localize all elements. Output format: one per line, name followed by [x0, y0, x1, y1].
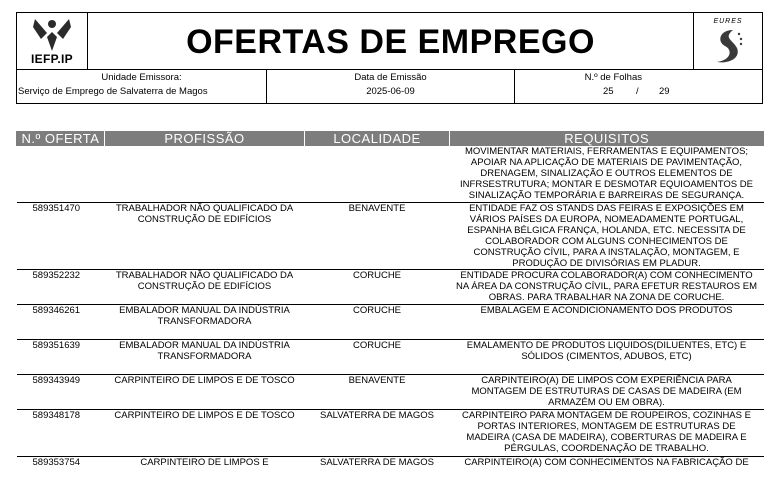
offer-number: 589343949 [17, 374, 105, 409]
table-row [17, 409, 764, 456]
eures-logo [693, 13, 762, 69]
location: BENAVENTE [305, 202, 450, 269]
document-meta [16, 69, 763, 104]
issue-date-value: 2025-06-09 [366, 86, 415, 97]
table-row [17, 146, 764, 202]
iefp-emblem-icon [31, 17, 73, 53]
document-header [16, 12, 763, 70]
issue-date-label: Data de Emissão [354, 72, 427, 83]
eures-emblem-icon [711, 28, 745, 66]
issuing-unit-value: Serviço de Emprego de Salvaterra de Magos [18, 86, 208, 97]
sheet-total: 29 [659, 86, 670, 97]
offer-number: 589352232 [17, 269, 105, 304]
requirements: CARPINTEIRO PARA MONTAGEM DE ROUPEIROS, COZINHAS E PORTAS INTERIORES, MONTAGEM DE ESTRUTURAS DE MADEIRA (CASA DE MADEIRA), COBERTURAS DE MADEIRA E PÉRGULAS, COORDENAÇÃO DE TRABALHO. [450, 409, 764, 456]
offer-number: 589351470 [17, 202, 105, 269]
requirements: EMBALAGEM E ACONDICIONAMENTO DOS PRODUTOS [450, 304, 764, 339]
offer-number: 589348178 [17, 409, 105, 456]
profession: CARPINTEIRO DE LIMPOS E DE TOSCO [105, 409, 305, 456]
eures-logo-text: EURES [713, 18, 743, 25]
sheet-count-cell [515, 70, 762, 103]
profession: TRABALHADOR NÃO QUALIFICADO DA CONSTRUÇÃO DE EDIFÍCIOS [105, 269, 305, 304]
requirements: CARPINTEIRO(A) DE LIMPOS COM EXPERIÊNCIA PARA MONTAGEM DE ESTRUTURAS DE CASAS DE MADEIRA (EM ARMAZÉM OU EM OBRA). [450, 374, 764, 409]
location: SALVATERRA DE MAGOS [305, 409, 450, 456]
offer-number: 589351639 [17, 339, 105, 374]
table-row [17, 269, 764, 304]
profession: EMBALADOR MANUAL DA INDÚSTRIA TRANSFORMADORA [105, 339, 305, 374]
iefp-logo-text: IEFP.IP [31, 52, 73, 66]
location: CORUCHE [305, 269, 450, 304]
requirements: ENTIDADE PROCURA COLABORADOR(A) COM CONHECIMENTO NA ÁREA DA CONSTRUÇÃO CÍVIL, PARA EFETUR RESTAUROS EM OBRAS. PARA TRABALHAR NA ZONA DE CORUCHE. [450, 269, 764, 304]
requirements: ENTIDADE FAZ OS STANDS DAS FEIRAS E EXPOSIÇÕES EM VÁRIOS PAÍSES DA EUROPA, NOMEADAMENTE PORTUGAL, ESPANHA BÉLGICA FRANÇA, HOLANDA, ETC. NECESSITA DE COLABORADOR COM ALGUNS CONHECIMENTOS DE CONSTRUÇÃO CÍVIL, PARA A INSTALAÇÃO, MONTAGEM, E PRODUÇÃO DE DIVISÓRIAS EM PLADUR. [450, 202, 764, 269]
location: CORUCHE [305, 304, 450, 339]
profession: CARPINTEIRO DE LIMPOS E DE TOSCO [105, 374, 305, 409]
issuing-unit-label: Unidade Emissora: [101, 72, 182, 83]
requirements: CARPINTEIRO(A) COM CONHECIMENTOS NA FABRICAÇÃO DE [464, 456, 749, 468]
requirements: EMALAMENTO DE PRODUTOS LIQUIDOS(DILUENTES, ETC) E SÓLIDOS (CIMENTOS, ADUBOS, ETC) [450, 339, 764, 374]
table-row [17, 339, 764, 374]
column-header-location: LOCALIDADE [305, 131, 450, 146]
issue-date-cell [267, 70, 515, 103]
offer-number: 589353754 [32, 456, 81, 468]
column-header-requirements: REQUISITOS [450, 131, 764, 146]
table-row [17, 202, 764, 269]
offer-number [17, 146, 105, 202]
sheet-current: 25 [603, 86, 614, 97]
profession: EMBALADOR MANUAL DA INDÚSTRIA TRANSFORMADORA [105, 304, 305, 339]
requirements: MOVIMENTAR MATERIAIS, FERRAMENTAS E EQUIPAMENTOS; APOIAR NA APLICAÇÃO DE MATERIAIS DE PAVIMENTAÇÃO, DRENAGEM, SINALIZAÇÃO E OUTROS ELEMENTOS DE INFRSESTRUTURA; MONTAR E DESMOTAR EQUIOAMENTOS DE SINALIZAÇÃO TEMPORÁRIA E BARREIRAS DE SEGURANÇA. [450, 146, 764, 202]
offer-number: 589346261 [17, 304, 105, 339]
table-row [17, 304, 764, 339]
column-header-profession: PROFISSÃO [105, 131, 305, 146]
table-row [17, 456, 764, 470]
column-header-offer: N.º OFERTA [17, 131, 105, 146]
profession: CARPINTEIRO DE LIMPOS E [140, 456, 269, 468]
location: BENAVENTE [305, 374, 450, 409]
location [305, 146, 450, 202]
location: SALVATERRA DE MAGOS [319, 456, 435, 468]
sheet-separator: / [636, 86, 639, 97]
location: CORUCHE [305, 339, 450, 374]
profession [105, 146, 305, 202]
iefp-logo [17, 13, 88, 69]
table-row [17, 374, 764, 409]
table-header-row [17, 131, 764, 146]
profession: TRABALHADOR NÃO QUALIFICADO DA CONSTRUÇÃO DE EDIFÍCIOS [105, 202, 305, 269]
issuing-unit-cell [17, 70, 267, 103]
page-title: OFERTAS DE EMPREGO [186, 23, 595, 61]
job-offers-table [16, 131, 764, 470]
sheet-count-label: N.º de Folhas [584, 72, 642, 83]
